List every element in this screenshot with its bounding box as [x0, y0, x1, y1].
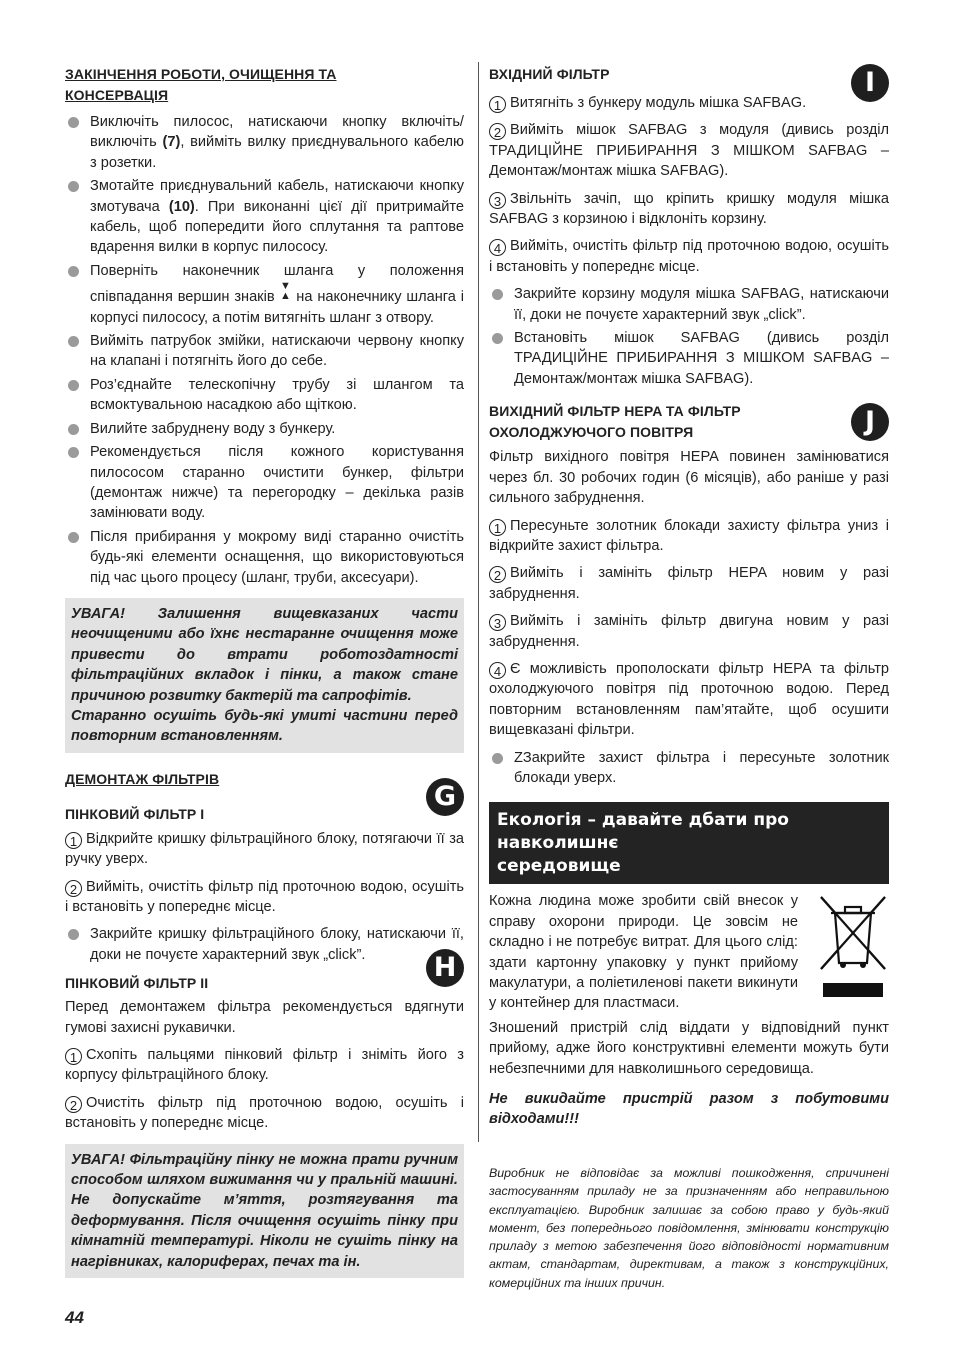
title-line-1: ВИХІДНИЙ ФІЛЬТР HEPA ТА ФІЛЬТР: [489, 403, 741, 420]
step-text: Вийміть мішок SAFBAG з модуля (дивись розділ ТРАДИЦІЙНЕ ПРИБИРАННЯ З МІШКОМ SAFBAG – Демонтаж/монтаж мішка SAFBAG).: [489, 122, 889, 180]
step-4: [489, 236, 889, 277]
subsection-title: ПІНКОВИЙ ФІЛЬТР I: [65, 805, 205, 822]
step-text: Вийміть і замініть фільтр двигуна новим у разі забруднення.: [489, 613, 889, 650]
list-item: [489, 748, 889, 789]
title-line-2: КОНСЕРВАЦІЯ: [65, 87, 169, 103]
list-item: [65, 331, 464, 372]
step-number: 2: [489, 566, 506, 583]
list-item: [65, 419, 464, 439]
step-number: 3: [489, 614, 506, 631]
text: Вийміть патрубок змійки, натискаючи червону кнопку на клапані і потягніть його до себе.: [90, 333, 464, 370]
step-1: [489, 516, 889, 557]
bullet-dot-icon: [492, 333, 503, 344]
section-input-filter: [489, 64, 889, 389]
bullet-dot-icon: [68, 447, 79, 458]
warning-text: УВАГА! Залишення вищевказаних части неочищеними або їхнє нестаранне очищення може привести до втрати роботоздатності фільтраційних вкладок і пінки, а також стане причиною розвитку бактерій та сапрофітів.: [71, 605, 458, 704]
ecology-warning: Не викидайте пристрій разом з побутовими відходами!!!: [489, 1091, 889, 1128]
right-column: [489, 64, 889, 1290]
bullet-dot-icon: [492, 289, 503, 300]
text: . При виконанні цієї дії притримайте кабель, щоб попередити його сплутання та раптове вдарення вилки в корпус пилососу.: [90, 198, 465, 256]
title-line-2: ОХОЛОДЖУЮЧОГО ПОВІТРЯ: [489, 424, 694, 441]
list-item: [65, 261, 464, 328]
list-item: [65, 176, 464, 258]
step-number: 1: [489, 96, 506, 113]
step-text: Пересуньте золотник блокади захисту фільтра униз і відкрийте захист фільтра.: [489, 517, 889, 554]
step-number: 1: [489, 519, 506, 536]
warning-box-2: [65, 1144, 464, 1278]
letter-badge-i: I: [851, 64, 889, 102]
warning-text: УВАГА! Фільтраційну пінку не можна прати ручним способом шляхом вижимання чи у пральній машині. Не допускайте м’яття, розтягування та деформування. Після очищення осушіть пінку при кімнатній температурі. Ніколи не сушіть пінку на нагрівниках, калориферах, печах та ін.: [71, 1151, 458, 1270]
step-text: Є можливість прополоскати фільтр HEPA та фільтр охолоджуючого повітря під проточною водою. Перед повторним встановленням пам’ятайте, щоб осушити вищевказані фільтри.: [489, 660, 889, 739]
section-hepa-filter: [489, 401, 889, 788]
step-4: [489, 659, 889, 741]
page-number: 44: [65, 1308, 84, 1327]
bullet-dot-icon: [68, 424, 79, 435]
step-text: Відкрийте кришку фільтраційного блоку, потягаючи її за ручку уверх.: [65, 830, 464, 868]
column-divider: [478, 62, 479, 1142]
step-1: [489, 93, 889, 113]
bullet-dot-icon: [68, 380, 79, 391]
text: Роз’єднайте телескопічну трубу зі шлангом та всмоктувальною насадкою або щіткою.: [90, 376, 464, 414]
bullet-dot-icon: [68, 532, 79, 543]
ecology-text: Кожна людина може зробити свій внесок у справу охорони природи. Це зовсім не складно і не потребує витрат. Для цього слід: здати картонну упаковку у пункт прийому макулатури, а поліетиленові пакети викинути у контейнер для пластмаси.: [489, 893, 798, 1012]
heading-line-2: середовище: [497, 856, 621, 877]
step-number: 4: [489, 662, 506, 679]
step-number: 1: [65, 1048, 82, 1065]
section-title: [489, 401, 889, 443]
left-column: [65, 64, 464, 1278]
step-number: 2: [65, 880, 82, 897]
ecology-heading: [489, 802, 889, 884]
bullet-dot-icon: [68, 929, 79, 940]
bullet-dot-icon: [492, 753, 503, 764]
subsection-foam-filter-1: [65, 780, 464, 965]
list-item: [65, 112, 464, 173]
text: Закрийте кришку фільтраційного блоку, натискаючи її, доки не почуєте характерний звук „click”.: [90, 926, 464, 963]
triangle-arrows-icon: ▼ ▲: [279, 280, 291, 303]
section-title: ВХІДНИЙ ФІЛЬТР: [489, 66, 610, 82]
bullet-dot-icon: [68, 181, 79, 192]
step-2: [489, 563, 889, 604]
text: , вийміть вилку приєднувального кабелю з розетки.: [90, 134, 465, 171]
list-item: [65, 527, 464, 588]
bullet-dot-icon: [68, 266, 79, 277]
list-item: [65, 442, 464, 524]
step-2: [65, 877, 464, 918]
section-title-filters: ДЕМОНТАЖ ФІЛЬТРІВ: [65, 770, 220, 787]
step-text: Вийміть, очистіть фільтр під проточною водою, осушіть і встановіть у попереднє місце.: [65, 878, 464, 915]
step-1: [65, 1045, 464, 1086]
step-2: [65, 1093, 464, 1134]
step-3: [489, 611, 889, 652]
text: на наконечнику шланга і корпусі пилососу, а потім витягніть шланг з отвору.: [90, 289, 464, 326]
letter-badge-j: J: [851, 403, 889, 441]
list-item: [489, 328, 889, 389]
step-text: Витягніть з бункеру модуль мішка SAFBAG.: [510, 95, 807, 111]
subsection-title: ПІНКОВИЙ ФІЛЬТР II: [65, 975, 209, 992]
step-number: 4: [489, 239, 506, 256]
step-number: 3: [489, 192, 506, 209]
step-number: 2: [65, 1096, 82, 1113]
subsection-foam-filter-2: [65, 952, 464, 1133]
letter-badge-h: H: [426, 949, 464, 987]
ecology-body: [489, 891, 889, 1129]
list-item: [489, 284, 889, 325]
list-item: [65, 375, 464, 416]
text: Поверніть наконечник шланга у положення співпадання вершин знаків: [90, 262, 464, 306]
warning-box-1: [65, 598, 464, 753]
step-2: [489, 120, 889, 181]
step-3: [489, 189, 889, 230]
bullet-dot-icon: [68, 336, 79, 347]
ref-number: (7): [162, 134, 181, 151]
text: Рекомендується після кожного користування пилососом старанно очистити бункер, фільтри (демонтаж нижче) та перегородку – декілька разів замінювати воду.: [90, 444, 464, 522]
step-text: Схопіть пальцями пінковий фільтр і зніміть його з корпусу фільтраційного блоку.: [65, 1047, 464, 1084]
list-item: [65, 924, 464, 965]
intro-text: Фільтр вихідного повітря HEPA повинен замінюватися через бл. 30 робочих годин (6 місяців), або раніше у разі сильного забруднення.: [489, 449, 889, 507]
bullet-dot-icon: [68, 117, 79, 128]
section-title-finishing: [65, 64, 464, 106]
step-text: Звільніть зачіп, що кріпить кришку модуля мішка SAFBAG з корзиною і відклоніть корзину.: [489, 190, 889, 228]
text: Після прибирання у мокрому виді старанно очистіть будь-які елементи оснащення, що використовуються під час цього процесу (шланг, труби, аксесуари).: [90, 528, 464, 586]
step-1: [65, 829, 464, 870]
text: Змотайте приєднувальний кабель, натискаючи кнопку змотувача: [90, 178, 464, 215]
heading-line-1: Екологія – давайте дбати про навколишнє: [497, 810, 789, 854]
title-line-1: ЗАКІНЧЕННЯ РОБОТИ, ОЧИЩЕННЯ ТА: [65, 66, 337, 82]
text: Виключіть пилосос, натискаючи кнопку включіть/виключіть: [90, 114, 464, 151]
step-text: Вийміть і замініть фільтр HEPA новим у разі забруднення.: [489, 565, 889, 602]
intro-text: Перед демонтажем фільтра рекомендується вдягнути гумові захисні рукавички.: [65, 999, 464, 1036]
step-number: 2: [489, 123, 506, 140]
letter-badge-g: G: [426, 778, 464, 816]
step-number: 1: [65, 832, 82, 849]
manufacturer-footnote: Виробник не відповідає за можливі пошкодження, спричинені застосуванням приладу не за призначенням або неправильною експлуатацією. Виробник залишає за собою право у будь-який момент, без попереднього повідомлення, змінювати конструкцію приладу з метою забезпечення його відповідності нормативним актам, стандартам, директивам, а також з конструкційних, комерційних та інших причин.: [489, 1166, 889, 1290]
ecology-text: Зношений пристрій слід віддати у відповідний пункт прийому, адже його конструктивні елементи можуть бути небезпечними для навколишнього середовища.: [489, 1019, 889, 1077]
text: ZЗакрийте захист фільтра і пересуньте золотник блокади уверх.: [514, 749, 889, 786]
text: Вилийте забруднену воду з бункеру.: [90, 420, 336, 437]
text: Встановіть мішок SAFBAG (дивись розділ ТРАДИЦІЙНЕ ПРИБИРАННЯ З МІШКОМ SAFBAG – Демонтаж/монтаж мішка SAFBAG).: [514, 330, 889, 387]
crossed-out-bin-icon: [817, 895, 889, 999]
warning-text: Старанно осушіть будь-які умиті частини перед повторним встановленням.: [71, 707, 458, 745]
step-text: Очистіть фільтр під проточною водою, осушіть і встановіть у попереднє місце.: [65, 1094, 464, 1132]
text: Закрийте корзину модуля мішка SAFBAG, натискаючи її, доки не почуєте характерний звук „click”.: [514, 286, 889, 323]
ref-number: (10): [168, 198, 195, 215]
step-text: Вийміть, очистіть фільтр під проточною водою, осушіть і встановіть у попереднє місце.: [489, 238, 889, 275]
